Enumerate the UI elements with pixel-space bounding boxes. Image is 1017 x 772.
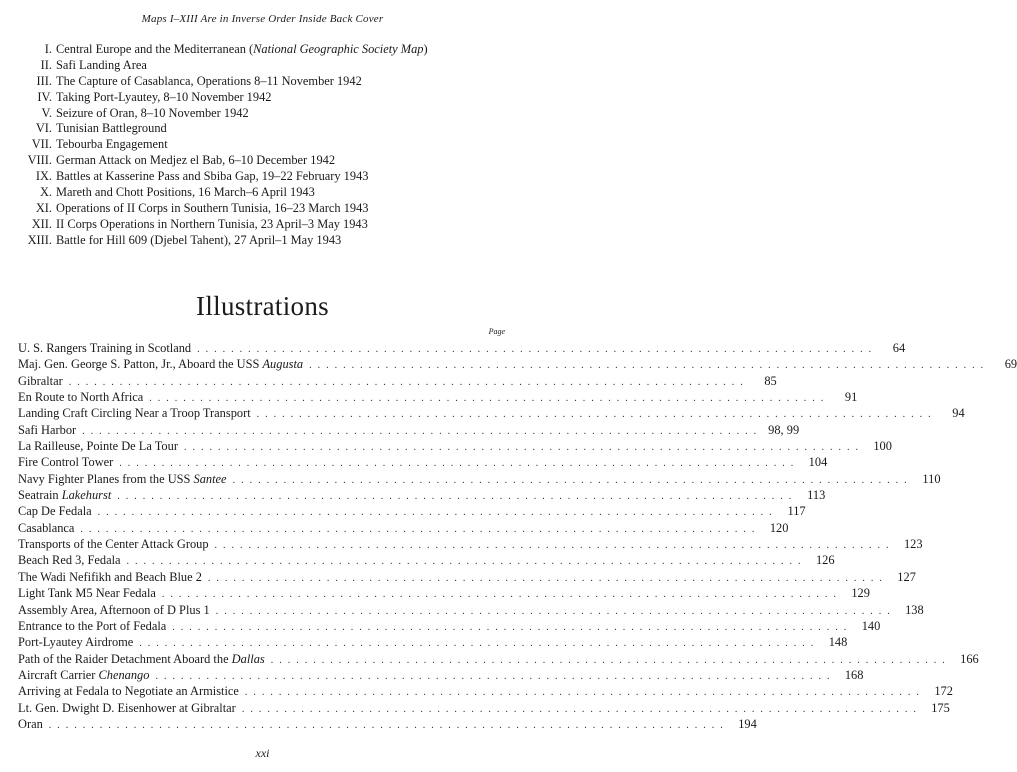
illustration-page-number: 129 — [851, 586, 870, 601]
illustration-list-item — [18, 454, 828, 470]
map-title: Battle for Hill 609 (Djebel Tahent), 27 April–1 May 1943 — [56, 232, 342, 247]
dot-leader: ................................................................................ — [48, 719, 729, 731]
illustration-title: Entrance to the Port of Fedala — [18, 618, 167, 633]
dot-leader: ................................................................................ — [207, 572, 888, 584]
dot-leader: ................................................................................ — [215, 605, 896, 617]
map-title: II Corps Operations in Northern Tunisia, 23 April–3 May 1943 — [56, 216, 368, 231]
map-list-item — [0, 74, 525, 90]
map-number: XI. — [35, 200, 52, 215]
dot-leader: ................................................................................ — [256, 409, 937, 421]
map-list-item — [0, 169, 525, 185]
illustration-title: U. S. Rangers Training in Scotland — [18, 341, 192, 355]
map-list-item — [0, 106, 525, 122]
dot-leader: ................................................................................ — [155, 670, 836, 682]
illustration-list-item — [18, 389, 858, 405]
illustration-list-item — [18, 536, 923, 552]
page-folio: xxi — [255, 746, 270, 760]
dot-leader: ................................................................................ — [149, 393, 830, 405]
illustration-page-number: 104 — [808, 455, 828, 470]
illustration-title: Seatrain Lakehurst — [18, 488, 112, 503]
map-title: Operations of II Corps in Southern Tunisia, 16–23 March 1943 — [56, 200, 369, 215]
illustration-list-item — [18, 667, 864, 683]
illustration-list-item — [18, 634, 848, 650]
illustration-title: Safi Harbor — [18, 422, 77, 437]
dot-leader: ................................................................................ — [172, 621, 853, 633]
illustration-page-number: 123 — [903, 537, 923, 552]
illustration-title: Lt. Gen. Dwight D. Eisenhower at Gibraltar — [18, 700, 236, 715]
illustration-page-number: 110 — [922, 471, 941, 486]
dot-leader: ................................................................................ — [232, 474, 913, 486]
illustration-list-item — [18, 651, 979, 667]
illustration-title: Landing Craft Circling Near a Troop Transport — [18, 406, 251, 421]
map-number: III. — [36, 73, 52, 88]
illustration-title: The Wadi Nefifikh and Beach Blue 2 — [18, 569, 202, 584]
dot-leader: ................................................................................ — [139, 638, 820, 650]
map-title: Taking Port-Lyautey, 8–10 November 1942 — [56, 89, 272, 104]
illustration-page-number: 85 — [764, 373, 777, 388]
illustration-title: Casablanca — [18, 520, 75, 535]
map-list-item — [0, 217, 525, 233]
map-list-item — [0, 90, 525, 106]
illustration-list-item — [18, 422, 800, 438]
dot-leader: ................................................................................ — [244, 687, 925, 699]
illustration-title: Path of the Raider Detachment Aboard the Dallas — [18, 651, 265, 666]
illustration-page-number: 120 — [769, 520, 789, 535]
map-list-item — [0, 185, 525, 201]
dot-leader: ................................................................................ — [270, 654, 951, 666]
illustration-list-item — [18, 569, 916, 585]
illustration-title: Light Tank M5 Near Fedala — [18, 586, 156, 601]
illustration-page-number: 113 — [807, 488, 826, 503]
map-list-item — [0, 58, 525, 74]
illustration-page-number: 127 — [897, 569, 916, 584]
illustration-list-item — [18, 373, 777, 389]
map-title: The Capture of Casablanca, Operations 8–11 November 1942 — [56, 73, 362, 88]
illustration-list-item — [18, 716, 757, 732]
illustration-list-item — [18, 552, 835, 568]
illustration-list-item — [18, 683, 953, 699]
illustration-list-item — [18, 503, 806, 519]
dot-leader: ................................................................................ — [183, 442, 864, 454]
map-list-item — [0, 233, 525, 249]
map-title: Seizure of Oran, 8–10 November 1942 — [56, 105, 249, 120]
illustration-page-number: 148 — [828, 635, 848, 650]
dot-leader: ................................................................................ — [82, 425, 763, 437]
illustration-title: Transports of the Center Attack Group — [18, 537, 209, 552]
illustration-page-number: 69 — [1004, 357, 1017, 372]
dot-leader: ................................................................................ — [241, 703, 922, 715]
map-title: Central Europe and the Mediterranean (National Geographic Society Map) — [56, 42, 428, 56]
illustration-title: Navy Fighter Planes from the USS Santee — [18, 471, 227, 486]
map-list-item — [0, 42, 525, 58]
map-number: XII. — [31, 216, 52, 231]
map-title: Tunisian Battleground — [56, 121, 167, 136]
illustration-title: Cap De Fedala — [18, 504, 92, 519]
illustration-title: En Route to North Africa — [18, 390, 144, 405]
illustration-list-item — [18, 585, 870, 601]
map-number: VII. — [31, 137, 52, 152]
map-number: II. — [40, 57, 52, 72]
illustration-page-number: 126 — [815, 553, 835, 568]
page-column-label: Page — [488, 327, 505, 336]
map-title: Tebourba Engagement — [56, 137, 168, 152]
illustration-page-number: 166 — [960, 651, 979, 666]
map-title: Mareth and Chott Positions, 16 March–6 April 1943 — [56, 185, 315, 200]
illustrations-list — [18, 340, 1017, 732]
illustration-title: Gibraltar — [18, 373, 63, 388]
maps-list — [0, 42, 525, 249]
illustration-page-number: 140 — [861, 618, 881, 633]
illustration-page-number: 94 — [952, 406, 965, 421]
illustration-list-item — [18, 356, 1017, 372]
dot-leader: ................................................................................ — [126, 556, 807, 568]
illustration-list-item — [18, 602, 924, 618]
illustration-list-item — [18, 405, 965, 421]
dot-leader: ................................................................................ — [80, 523, 761, 535]
illustration-title: La Railleuse, Pointe De La Tour — [18, 439, 178, 454]
map-number: X. — [39, 185, 52, 200]
dot-leader: ................................................................................ — [117, 491, 798, 503]
illustration-list-item — [18, 438, 892, 454]
map-list-item — [0, 201, 525, 217]
illustration-page-number: 117 — [787, 504, 806, 519]
illustration-title: Port-Lyautey Airdrome — [18, 635, 134, 650]
map-number: V. — [41, 105, 52, 120]
illustration-title: Oran — [18, 716, 43, 731]
illustration-page-number: 172 — [934, 684, 953, 699]
dot-leader: ................................................................................ — [197, 344, 878, 355]
dot-leader: ................................................................................ — [161, 589, 842, 601]
map-list-item — [0, 121, 525, 137]
illustration-list-item — [18, 618, 881, 634]
map-title: Safi Landing Area — [56, 57, 147, 72]
illustration-title: Assembly Area, Afternoon of D Plus 1 — [18, 602, 210, 617]
illustration-title: Maj. Gen. George S. Patton, Jr., Aboard the USS Augusta — [18, 357, 304, 372]
map-number: IV. — [37, 89, 52, 104]
illustration-page-number: 100 — [873, 439, 892, 454]
maps-note-header: Maps I–XIII Are in Inverse Order Inside Back Cover — [141, 13, 384, 25]
map-number: I. — [44, 42, 52, 56]
illustration-page-number: 64 — [892, 341, 906, 355]
dot-leader: ................................................................................ — [309, 360, 990, 372]
illustration-page-number: 98, 99 — [768, 422, 800, 437]
illustrations-heading: Illustrations — [196, 291, 329, 321]
map-number: VIII. — [27, 153, 52, 168]
illustration-page-number: 194 — [738, 716, 757, 731]
illustration-page-number: 168 — [844, 667, 864, 682]
illustration-list-item — [18, 487, 826, 503]
illustration-title: Beach Red 3, Fedala — [18, 553, 121, 568]
illustration-page-number: 138 — [905, 602, 924, 617]
dot-leader: ................................................................................ — [214, 540, 895, 552]
illustration-list-item — [18, 700, 950, 716]
map-list-item — [0, 153, 525, 169]
illustration-list-item — [18, 520, 789, 536]
illustration-title: Aircraft Carrier Chenango — [18, 667, 150, 682]
illustration-list-item — [18, 340, 906, 356]
map-title: German Attack on Medjez el Bab, 6–10 December 1942 — [56, 153, 336, 168]
illustration-list-item — [18, 471, 941, 487]
dot-leader: ................................................................................ — [68, 376, 749, 388]
map-list-item — [0, 137, 525, 153]
illustration-page-number: 91 — [844, 390, 858, 405]
illustration-title: Fire Control Tower — [18, 455, 114, 470]
illustration-page-number: 175 — [931, 700, 950, 715]
map-title: Battles at Kasserine Pass and Sbiba Gap, 19–22 February 1943 — [56, 169, 369, 184]
map-number: XIII. — [27, 232, 52, 247]
dot-leader: ................................................................................ — [119, 458, 800, 470]
map-number: VI. — [35, 121, 52, 136]
map-number: IX. — [35, 169, 52, 184]
dot-leader: ................................................................................ — [97, 507, 778, 519]
illustration-title: Arriving at Fedala to Negotiate an Armistice — [18, 684, 239, 699]
